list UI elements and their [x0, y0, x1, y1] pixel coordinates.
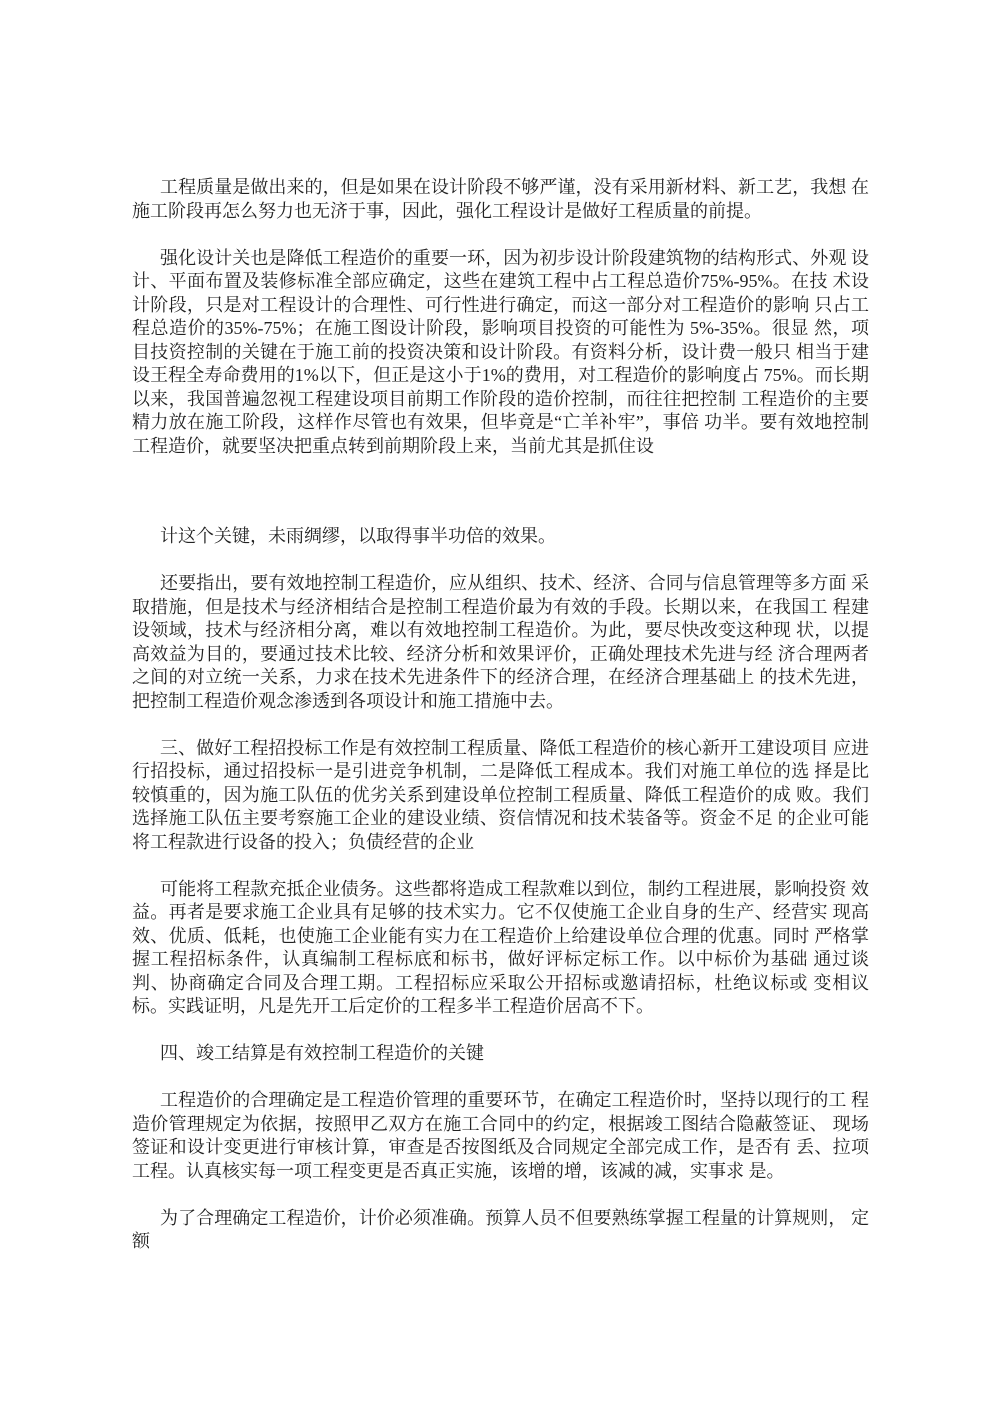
- paragraph-quality-intro: 工程质量是做出来的，但是如果在设计阶段不够严谨，没有采用新材料、新工艺，我想 在施工阶段再怎么努力也无济于事，因此，强化工程设计是做好工程质量的前提。: [132, 177, 869, 221]
- document-page: [132, 176, 869, 1277]
- paragraph-tech-economy-combination: 还要指出，要有效地控制工程造价，应从组织、技术、经济、合同与信息管理等多方面 采取措施，但是技术与经济相结合是控制工程造价最为有效的手段。长期以来，在我国工 程建设领域，技术与经济相分离，难以有效地控制工程造价。为此，要尽快改变这种现 状，以提高效益为目的，要通过技术比较、经济分析和效果评价，正确处理技术先进与经 济合理两者之间的对立统一关系，力求在技术先进条件下的经济合理，在经济合理基础上 的技术先进，把控制工程造价观念渗透到各项设计和施工措施中去。: [132, 573, 869, 711]
- paragraph-section-3-bidding: 三、做好工程招投标工作是有效控制工程质量、降低工程造价的核心新开工建设项目 应进行招投标，通过招投标一是引进竞争机制，二是降低工程成本。我们对施工单位的选 择是比较慎重的，因为施工队伍的优劣关系到建设单位控制工程质量、降低工程造价的成 败。我们选择施工队伍主要考察施工企业的建设业绩、资信情况和技术装备等。资金不足 的企业可能将工程款进行设备的投入；负债经营的企业: [132, 737, 869, 852]
- paragraph-page-break-continuation: 计这个关键，未雨绸缪，以取得事半功倍的效果。: [160, 526, 556, 546]
- paragraph-design-stage-cost: 强化设计关也是降低工程造价的重要一环，因为初步设计阶段建筑物的结构形式、外观 设计、平面布置及装修标准全部应确定，这些在建筑工程中占工程总造价75%-95%。在技 术设计阶段，只是对工程设计的合理性、可行性进行确定，而这一部分对工程造价的影响 只占工程总造价的35%-75%；在施工图设计阶段，影响项目投资的可能性为 5%-35%。很显 然，项目技资控制的关键在于施工前的投资决策和设计阶段。有资料分析，设计费一般只 相当于建设王程全寿命费用的1%以下，但正是这小于1%的费用，对工程造价的影响度占 75%。而长期以来，我国普遍忽视工程建设项目前期工作阶段的造价控制，而往往把控制 工程造价的主要精力放在施工阶段，这样作尽管也有效果，但毕竟是“亡羊补牢”，事倍 功半。要有效地控制工程造价，就要坚决把重点转到前期阶段上来，当前尤其是抓住设: [132, 247, 869, 456]
- section-heading-4-completion-settlement: 四、竣工结算是有效控制工程造价的关键: [160, 1043, 484, 1063]
- paragraph-cost-determination: 工程造价的合理确定是工程造价管理的重要环节，在确定工程造价时，坚持以现行的工 程造价管理规定为依据，按照甲乙双方在施工合同中的约定，根据竣工图结合隐蔽签证、 现场签证和设计变更进行审核计算，审查是否按图纸及合同规定全部完成工作，是否有 丢、拉项工程。认真核实每一项工程变更是否真正实施，该增的增，该减的减，实事求 是。: [132, 1090, 869, 1181]
- paragraph-bidding-continued: 可能将工程款充抵企业债务。这些都将造成工程款难以到位，制约工程进展，影响投资 效益。再者是要求施工企业具有足够的技术实力。它不仅使施工企业自身的生产、经营实 现高效、优质、低耗，也使施工企业能有实力在工程造价上给建设单位合理的优惠。同时 严格掌握工程招标条件，认真编制工程标底和标书，做好评标定标工作。以中标价为基础 通过谈判、协商确定合同及合理工期。工程招标应采取公开招标或邀请招标，杜绝议标或 变相议标。实践证明，凡是先开工后定价的工程多半工程造价居高不下。: [132, 878, 869, 1016]
- paragraph-accurate-pricing: 为了合理确定工程造价，计价必须准确。预算人员不但要熟练掌握工程量的计算规则， 定额: [132, 1207, 869, 1251]
